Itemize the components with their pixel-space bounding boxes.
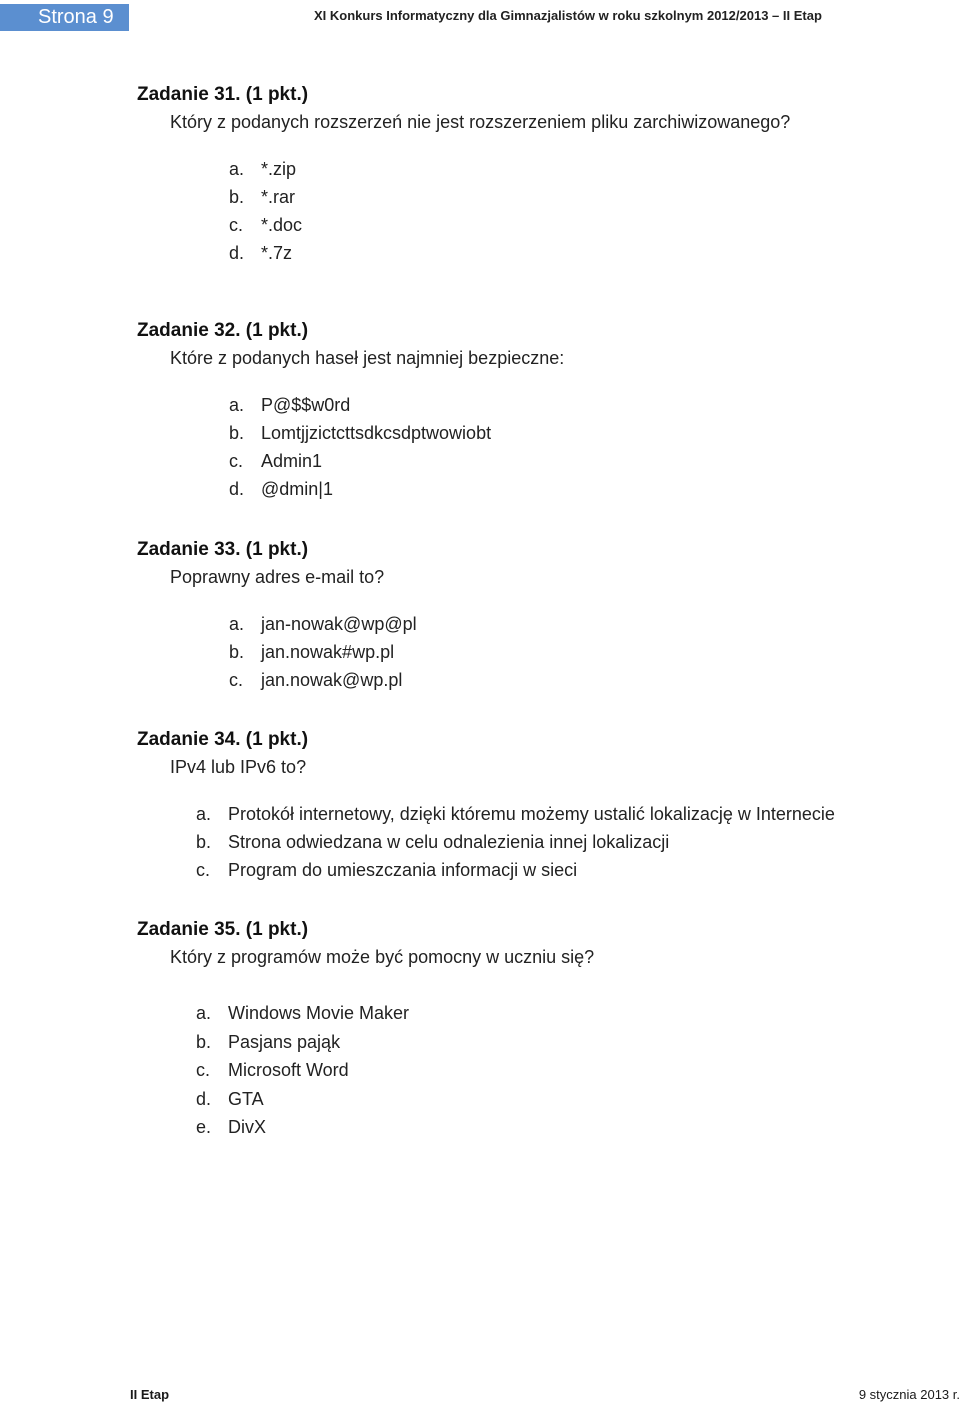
task-question: Poprawny adres e-mail to? <box>170 567 385 587</box>
task-title: Zadanie 32. (1 pkt.) <box>137 320 309 341</box>
option-text: jan-nowak@wp@pl <box>261 614 417 634</box>
option-item <box>196 860 577 881</box>
option-text: Program do umieszczania informacji w sieci <box>228 860 578 880</box>
option-item <box>229 159 296 180</box>
option-text: *.doc <box>261 215 303 235</box>
option-text: *.rar <box>261 187 296 207</box>
option-letter: a. <box>196 1003 212 1023</box>
task-title: Zadanie 34. (1 pkt.) <box>137 729 309 750</box>
option-text: Windows Movie Maker <box>228 1003 410 1023</box>
option-letter: a. <box>229 614 245 634</box>
option-letter: b. <box>196 1032 212 1052</box>
option-text: Strona odwiedzana w celu odnalezienia innej lokalizacji <box>228 832 670 852</box>
option-item <box>229 670 402 691</box>
option-letter: b. <box>229 423 245 443</box>
task-32 <box>137 320 564 369</box>
task-question: Który z programów może być pomocny w uczniu się? <box>170 947 595 967</box>
option-item <box>229 187 295 208</box>
option-text: Admin1 <box>261 451 323 471</box>
option-item <box>229 642 394 663</box>
option-text: jan.nowak#wp.pl <box>261 642 395 662</box>
option-letter: d. <box>196 1089 212 1109</box>
option-letter: a. <box>196 804 212 824</box>
option-item <box>229 215 302 236</box>
task-33 <box>137 539 384 588</box>
footer-stage: II Etap <box>130 1387 170 1402</box>
option-item <box>229 243 292 264</box>
option-letter: c. <box>196 1060 211 1080</box>
option-text: jan.nowak@wp.pl <box>261 670 403 690</box>
option-letter: c. <box>196 860 211 880</box>
option-item <box>229 479 333 500</box>
option-letter: a. <box>229 395 245 415</box>
option-text: @dmin|1 <box>261 479 333 499</box>
option-text: DivX <box>228 1117 267 1137</box>
task-31 <box>137 84 790 133</box>
option-item <box>229 423 491 444</box>
option-item <box>196 1003 409 1024</box>
task-title: Zadanie 33. (1 pkt.) <box>137 539 309 560</box>
option-item <box>229 451 322 472</box>
task-title: Zadanie 35. (1 pkt.) <box>137 919 309 940</box>
document-header-title: XI Konkurs Informatyczny dla Gimnazjalistów w roku szkolnym 2012/2013 – II Etap <box>314 8 822 23</box>
option-text: Protokół internetowy, dzięki któremu możemy ustalić lokalizację w Internecie <box>228 804 835 824</box>
option-item <box>196 1089 264 1110</box>
option-item <box>229 614 417 635</box>
task-question: Który z podanych rozszerzeń nie jest rozszerzeniem pliku zarchiwizowanego? <box>170 112 791 132</box>
option-letter: c. <box>229 451 244 471</box>
option-letter: d. <box>229 479 245 499</box>
option-item <box>196 1060 349 1081</box>
option-text: P@$$w0rd <box>261 395 351 415</box>
option-text: *.7z <box>261 243 293 263</box>
option-item <box>229 395 350 416</box>
option-text: Lomtjjzictcttsdkcsdptwowiobt <box>261 423 492 443</box>
option-item <box>196 804 835 825</box>
option-text: Pasjans pająk <box>228 1032 341 1052</box>
option-letter: b. <box>196 832 212 852</box>
task-35 <box>137 919 594 968</box>
option-letter: c. <box>229 215 244 235</box>
task-question: Które z podanych haseł jest najmniej bezpieczne: <box>170 348 565 368</box>
option-text: *.zip <box>261 159 297 179</box>
option-text: Microsoft Word <box>228 1060 349 1080</box>
option-letter: b. <box>229 642 245 662</box>
option-item <box>196 1032 340 1053</box>
option-letter: c. <box>229 670 244 690</box>
page-number-badge: Strona 9 <box>0 4 129 31</box>
option-letter: d. <box>229 243 245 263</box>
option-letter: e. <box>196 1117 212 1137</box>
task-title: Zadanie 31. (1 pkt.) <box>137 84 309 105</box>
option-letter: a. <box>229 159 245 179</box>
footer-date: 9 stycznia 2013 r. <box>858 1387 960 1402</box>
option-letter: b. <box>229 187 245 207</box>
task-question: IPv4 lub IPv6 to? <box>170 757 307 777</box>
task-34 <box>137 729 308 778</box>
option-item <box>196 1117 266 1138</box>
option-text: GTA <box>228 1089 264 1109</box>
option-item <box>196 832 669 853</box>
